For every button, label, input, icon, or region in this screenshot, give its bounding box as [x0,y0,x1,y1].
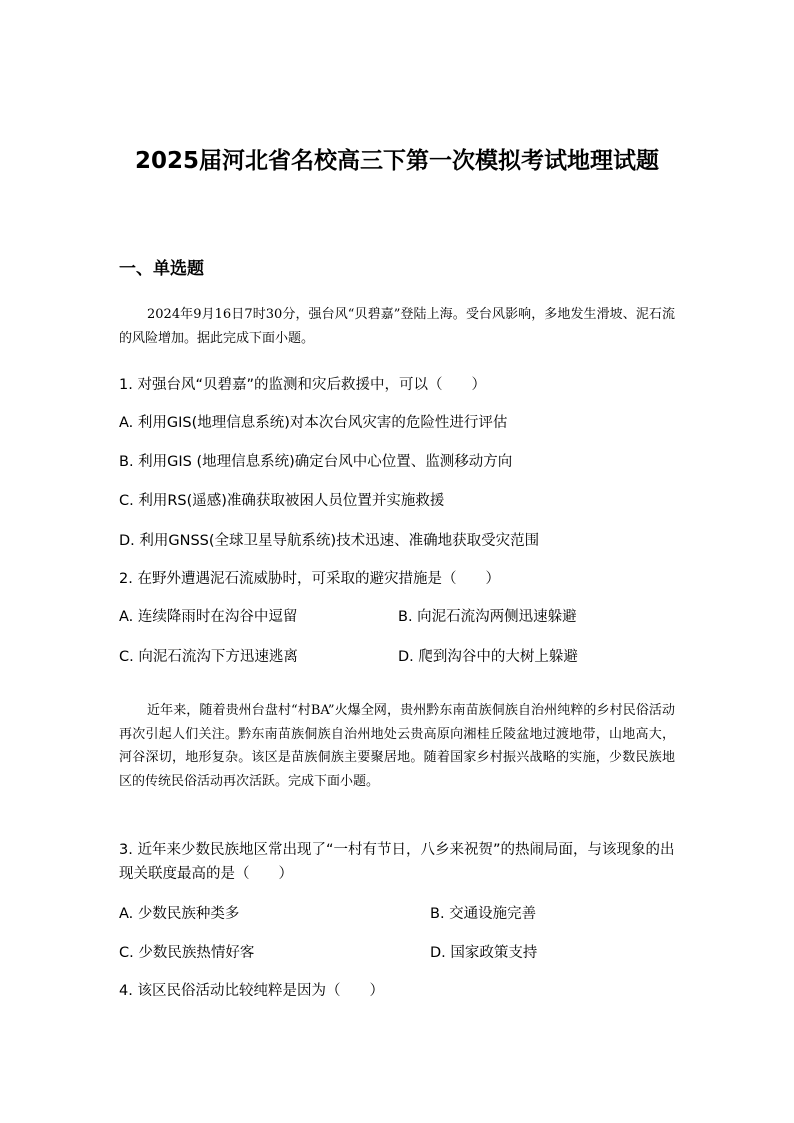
question-2-option-d: D. 爬到沟谷中的大树上躲避 [398,649,578,665]
question-1-option-b: B. 利用GIS (地理信息系统)确定台风中心位置、监测移动方向 [119,454,513,470]
question-2-option-c: C. 向泥石流沟下方迅速逃离 [119,649,298,665]
passage-2: 近年来，随着贵州台盘村“村BA”火爆全网，贵州黔东南苗族侗族自治州纯粹的乡村民俗活动再次引起人们关注。黔东南苗族侗族自治州地处云贵高原向湘桂丘陵盆地过渡地带，山地高大，河谷深切，地形复杂。该区是苗族侗族主要聚居地。随着国家乡村振兴战略的实施，少数民族地区的传统民俗活动再次活跃。完成下面小题。 [119,703,675,789]
question-1-stem: 1. 对强台风“贝碧嘉”的监测和灾后救援中，可以（ ） [119,377,486,393]
question-1-option-a: A. 利用GIS(地理信息系统)对本次台风灾害的危险性进行评估 [119,415,508,431]
page-title: 2025届河北省名校高三下第一次模拟考试地理试题 [134,148,659,174]
question-3-stem: 3. 近年来少数民族地区常出现了“一村有节日，八乡来祝贺”的热闹局面，与该现象的出现关联度最高的是（ ） [119,842,675,882]
question-3-option-b: B. 交通设施完善 [430,906,537,922]
question-1-option-c: C. 利用RS(遥感)准确获取被困人员位置并实施救援 [119,493,445,509]
question-3-option-c: C. 少数民族热情好客 [119,945,255,961]
question-2-stem: 2. 在野外遭遇泥石流威胁时，可采取的避灾措施是（ ） [119,571,500,587]
question-4-stem: 4. 该区民俗活动比较纯粹是因为（ ） [119,983,384,999]
question-2-option-b: B. 向泥石流沟两侧迅速躲避 [398,609,577,625]
question-3-option-d: D. 国家政策支持 [430,945,538,961]
passage-1: 2024年9月16日7时30分，强台风“贝碧嘉”登陆上海。受台风影响，多地发生滑坡、泥石流的风险增加。据此完成下面小题。 [119,307,675,346]
question-3-option-a: A. 少数民族种类多 [119,906,240,922]
question-1-option-d: D. 利用GNSS(全球卫星导航系统)技术迅速、准确地获取受灾范围 [119,533,540,549]
section-heading: 一、单选题 [119,259,204,279]
question-2-option-a: A. 连续降雨时在沟谷中逗留 [119,609,298,625]
